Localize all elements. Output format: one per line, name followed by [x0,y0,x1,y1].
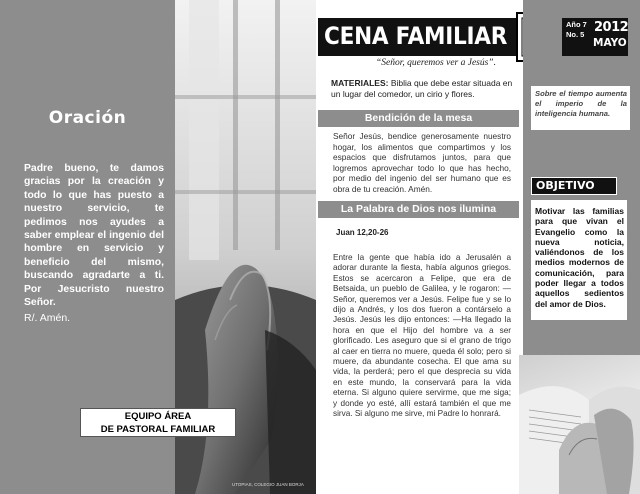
materials-label: MATERIALES: [331,78,389,88]
edition-labels [566,20,587,40]
prayer-response: R/. Amén. [24,312,71,324]
blessing-heading: Bendición de la mesa [318,110,519,127]
blessing-text: Señor Jesús, bendice generosamente nuestro hogar, los alimentos que compartimos y los espacios que disfrutamos juntos, para que logremos aprovechar todo lo que has hecho, por medio del ingenio del ser humano que es obra de tu creación. Amén. [333,131,511,194]
team-line-1: EQUIPO ÁREA [124,411,192,422]
edition-year: 2012 [594,20,629,35]
gospel-text: Entre la gente que había ido a Jerusalén a adorar durante la fiesta, había algunos griegos. Estos se acercaron a Felipe, que era de Betsaida, un pueblo de Galilea, y le rogaron: —Señor, queremos ver a Jesús. Felipe fue y se lo dijo a Andrés, y los dos fueron a contárselo a Jesús. Jesús les dijo entonces: —Ha llegado la hora en que el Hijo del hombre va a ser glorificado. Les aseguro que si el grano de trigo al caer en tierra no muere, queda él solo; pero si muere, da abundante cosecha. El que ama su vida, la perderá; pero el que desprecia su vida en este mundo, la conservará para la vida eterna. Si alguno quiere servirme, que me siga; y donde yo esté, allí estará también el que me sirva. Si alguno me sirve, mi Padre lo honrará. [333,253,511,419]
word-heading: La Palabra de Dios nos ilumina [318,201,519,218]
objective-text: Motivar las familias para que vivan el Evangelio como la nueva noticia, valiéndonos de los medios modernos de comunicación, para poder llegar a todos aquellos sedientos del amor de Dios. [531,200,627,320]
photo-credit: UTOPIAS, COLEGIO JUAN BORJA [232,482,304,487]
edition-year-label: Año 7 [566,20,587,29]
edition-number-label: No. 5 [566,30,585,39]
bible-hands-photo [519,355,640,494]
prayer-title: Oración [48,108,127,128]
time-quote-text: Sobre el tiempo aumenta el imperio de la inteligencia humana. [535,89,627,118]
team-box [80,408,236,437]
gospel-citation: Juan 12,20-26 [336,228,389,237]
theme-quote: “Señor, queremos ver a Jesús”. [376,58,496,68]
prayer-text: Padre bueno, te damos gracias por la creación y todo lo que has puesto a nuestro servicio, te pedimos nos ayudes a saber emplear el ingenio del hombre en servicio y beneficio del mismo, buscando agradarte a ti. Por Jesucristo nuestro Señor. [24,163,164,309]
materials-body: Biblia que debe estar situada en un lugar del comedor, un cirio y flores. [331,78,513,99]
objective-heading: OBJETIVO [531,177,617,195]
materials-text [331,78,519,99]
team-line-2: DE PASTORAL FAMILIAR [100,423,216,435]
bible-hands-image [519,355,640,494]
edition-month: MAYO [593,37,627,49]
masthead-title: CENA FAMILIAR [324,22,508,50]
